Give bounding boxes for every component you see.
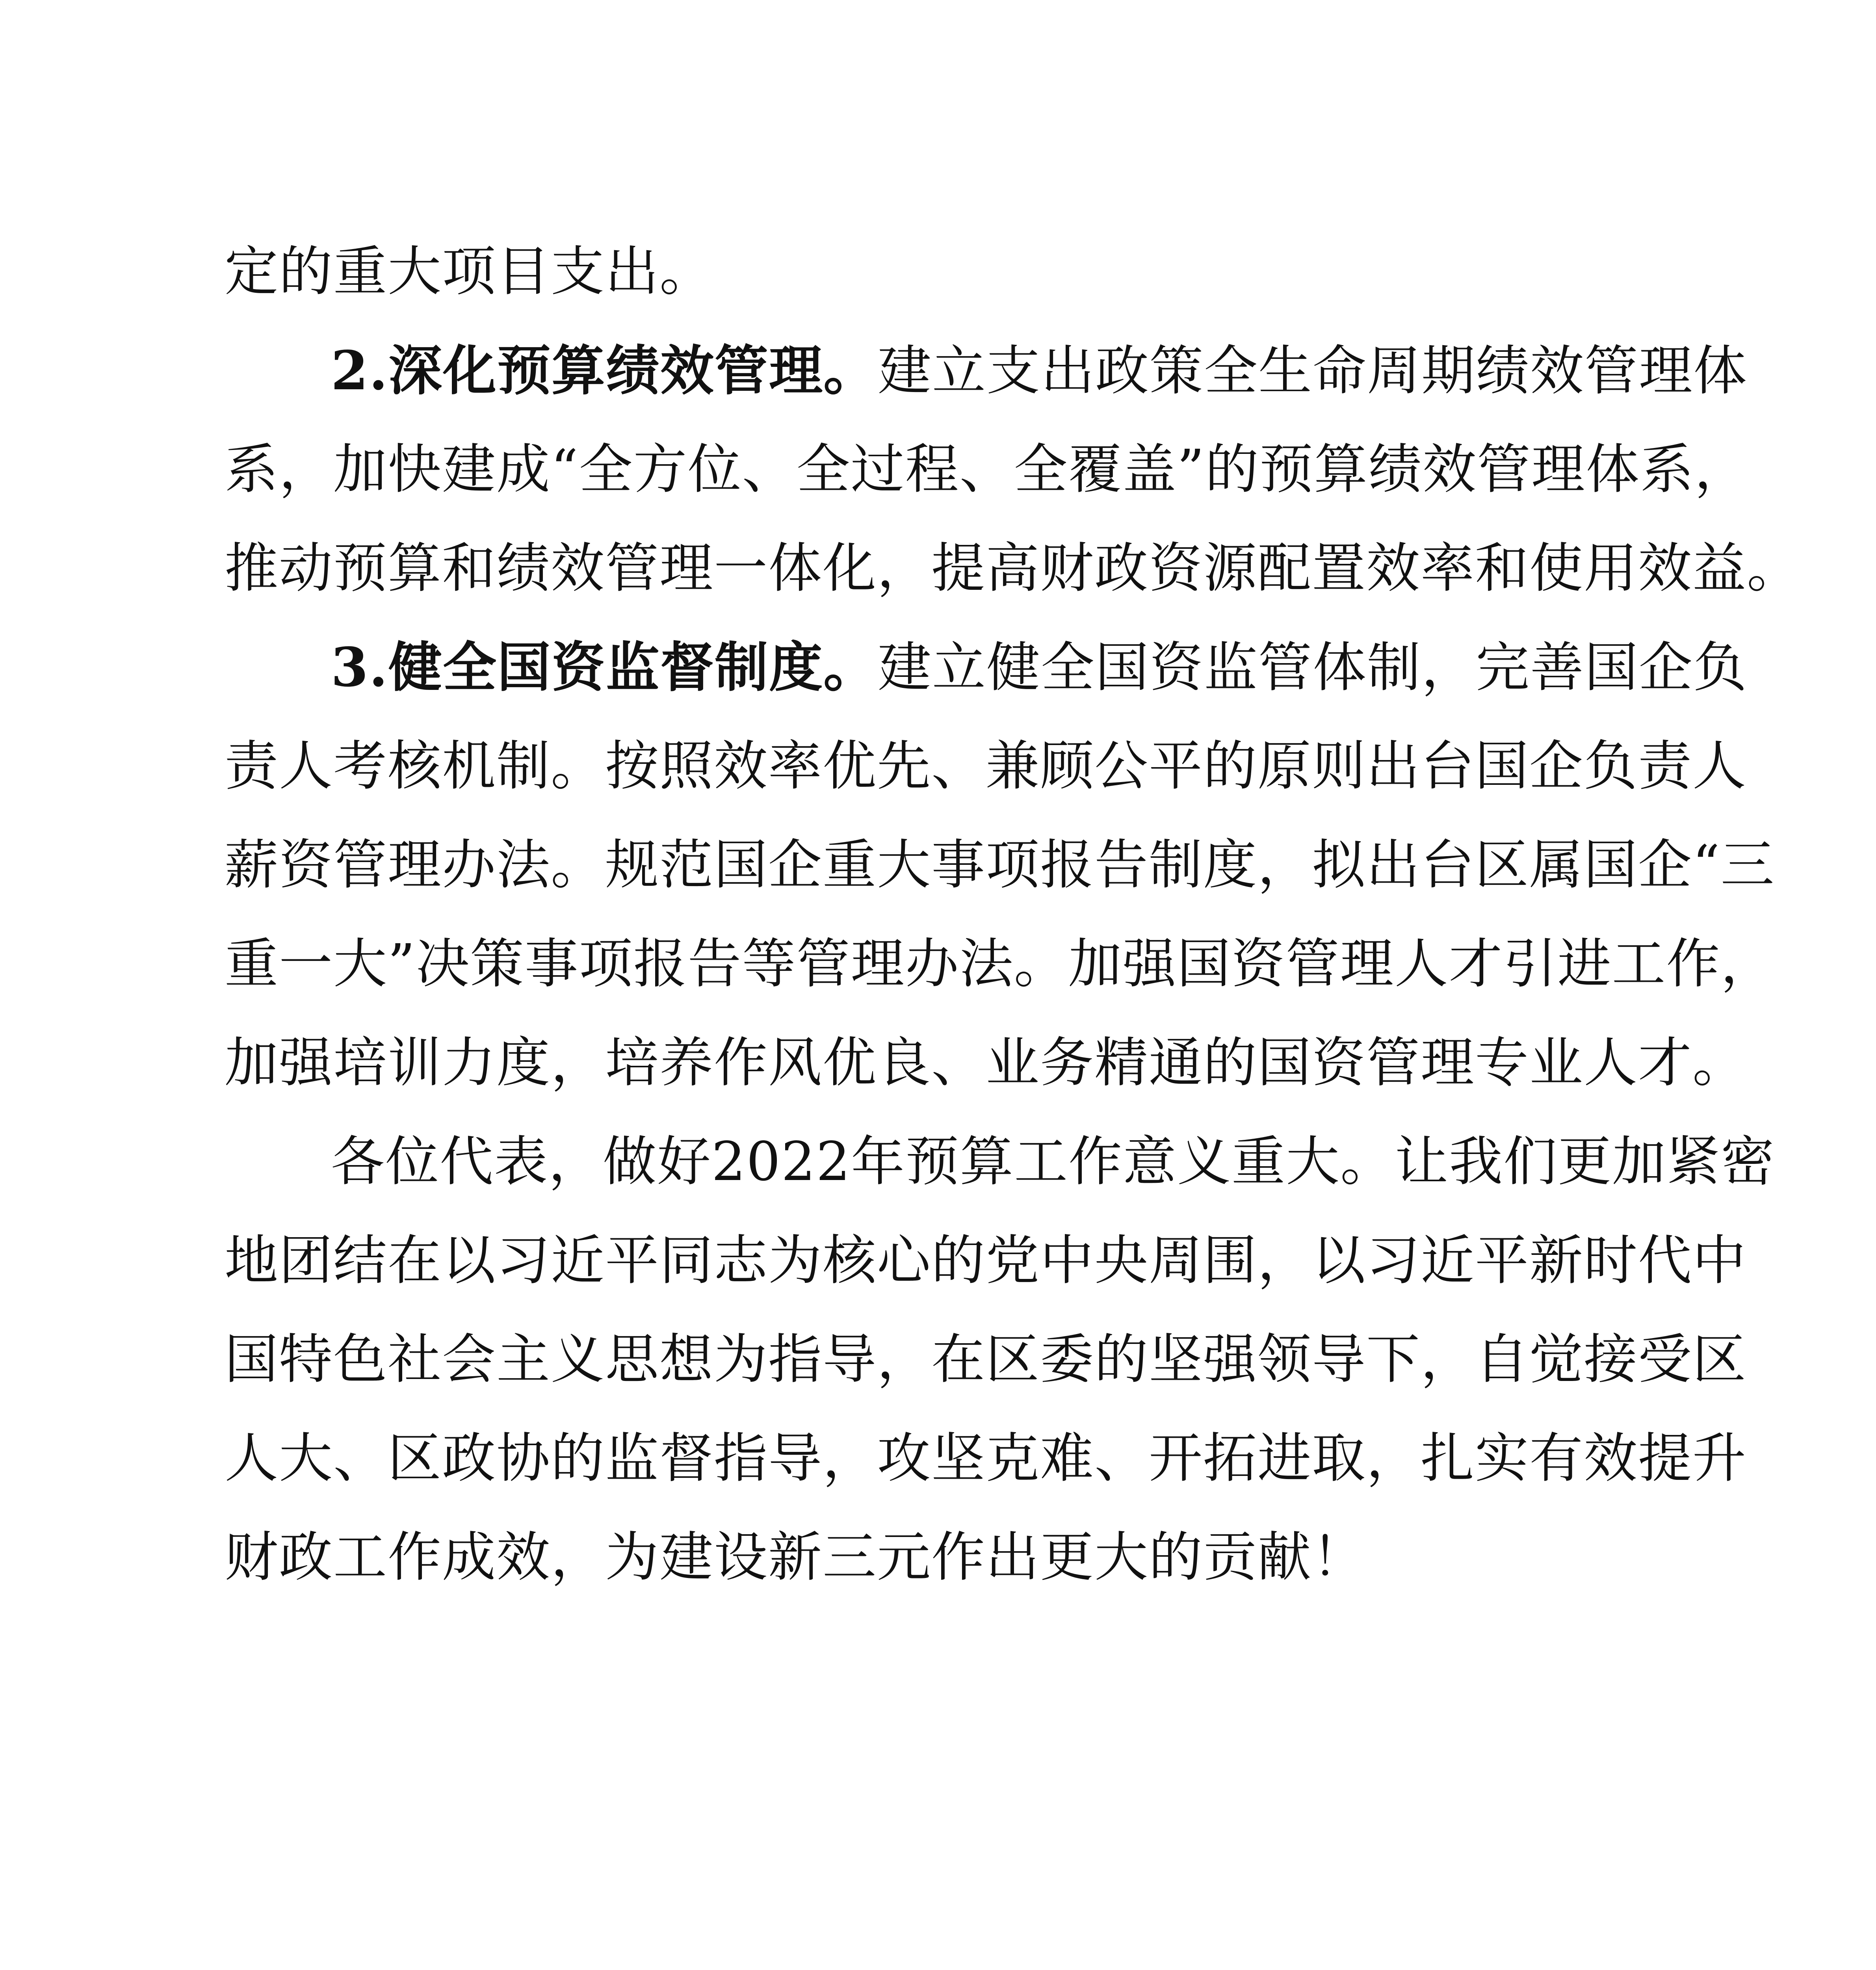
closing-line	[225, 1310, 1747, 1409]
text-span: 地团结在以习近平同志为核心的党中央周围，以习近平新时代中	[225, 1230, 1747, 1292]
closing-line	[225, 1212, 1747, 1310]
text-span: 国特色社会主义思想为指导，在区委的坚强领导下，自觉接受区	[225, 1329, 1747, 1391]
body-text	[225, 223, 1801, 1607]
text-span: 责人考核机制。按照效率优先、兼顾公平的原则出台国企负责人	[225, 735, 1747, 797]
text-span: 各位代表，做好2022年预算工作意义重大。让我们更加紧密	[331, 1131, 1776, 1193]
text-span: 薪资管理办法。规范国企重大事项报告制度，拟出台区属国企“三	[225, 834, 1775, 896]
paragraph-continuation-line	[225, 223, 1655, 322]
text-span: 建立支出政策全生命周期绩效管理体	[877, 340, 1748, 402]
item-2-first-line	[225, 322, 1748, 420]
closing-first-line	[225, 1113, 1776, 1212]
item-2-heading: 2.深化预算绩效管理。	[331, 339, 878, 402]
item-3-line	[225, 915, 1775, 1014]
item-3-line	[225, 816, 1775, 915]
closing-line	[225, 1409, 1747, 1508]
item-3-first-line	[225, 618, 1748, 717]
text-span: 系，加快建成“全方位、全过程、全覆盖”的预算绩效管理体系，	[225, 439, 1749, 501]
item-3-line	[225, 1014, 1747, 1113]
closing-line	[225, 1508, 1655, 1607]
item-2-line	[225, 420, 1749, 519]
text-span: 财政工作成效，为建设新三元作出更大的贡献！	[225, 1526, 1366, 1589]
item-3-heading: 3.健全国资监督制度。	[331, 636, 878, 699]
text-span: 重一大”决策事项报告等管理办法。加强国资管理人才引进工作，	[225, 933, 1775, 995]
text-span: 定的重大项目支出。	[225, 241, 714, 303]
item-3-line	[225, 717, 1747, 816]
text-span: 加强培训力度，培养作风优良、业务精通的国资管理专业人才。	[225, 1032, 1747, 1094]
text-span: 推动预算和绩效管理一体化，提高财政资源配置效率和使用效益。	[225, 537, 1801, 600]
text-span: 人大、区政协的监督指导，攻坚克难、开拓进取，扎实有效提升	[225, 1427, 1747, 1490]
item-2-line	[225, 519, 1801, 618]
text-span: 建立健全国资监管体制，完善国企负	[877, 637, 1748, 699]
